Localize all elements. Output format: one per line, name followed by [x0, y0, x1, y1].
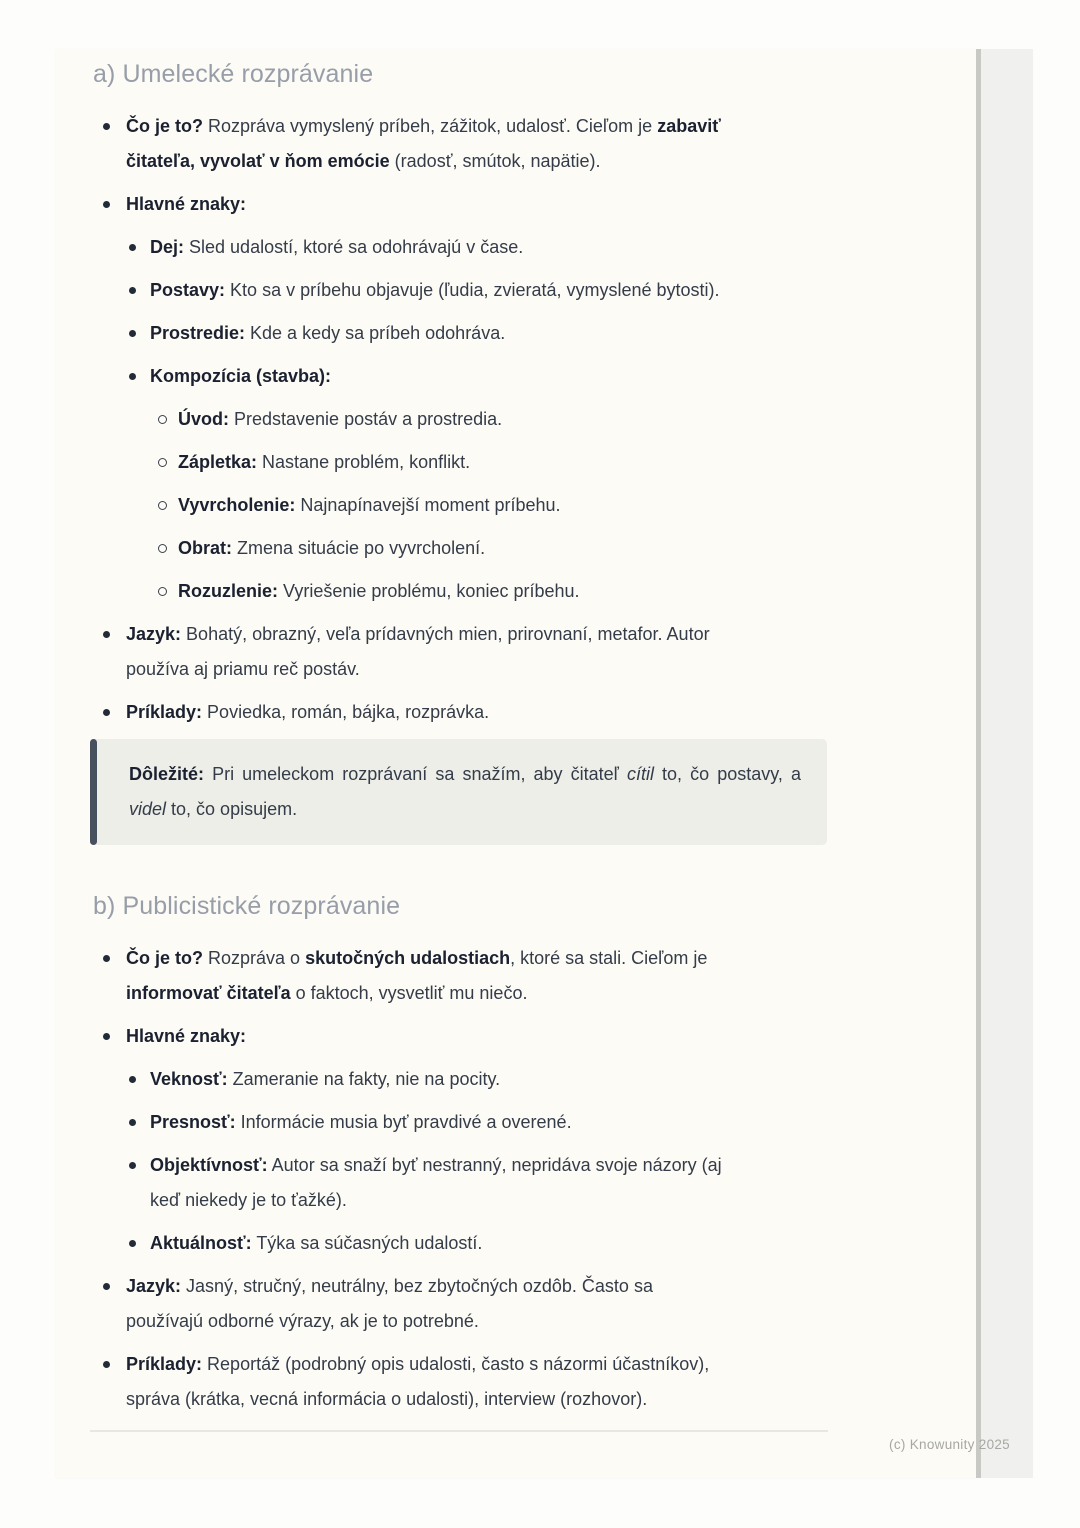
text-run: Predstavenie postáv a prostredia. [229, 409, 503, 429]
bullet-icon [103, 1361, 110, 1368]
list-item [93, 445, 863, 480]
page-content [56, 49, 863, 1432]
copyright-text: (c) Knowunity 2025 [889, 1437, 1010, 1452]
text-run: Informácie musia byť pravdivé a overené. [235, 1112, 572, 1132]
list-item-text [126, 702, 489, 722]
list-item-text [150, 1233, 482, 1253]
list-item-text [150, 1112, 572, 1132]
bold-text: čitateľa, vyvolať v ňom emócie [126, 151, 390, 171]
text-run: správa (krátka, vecná informácia o udalosti), interview (rozhovor). [126, 1389, 648, 1409]
text-run: Nastane problém, konflikt. [257, 452, 471, 472]
text-run: keď niekedy je to ťažké). [150, 1190, 347, 1210]
bullet-icon [103, 123, 110, 130]
bold-text: Vyvrcholenie: [178, 495, 296, 515]
scrollbar-track[interactable] [976, 49, 1033, 1478]
text-run: (radosť, smútok, napätie). [389, 151, 601, 171]
list-item [93, 359, 863, 394]
bullet-icon [103, 1283, 110, 1290]
text-run: , ktoré sa stali. Cieľom je [510, 948, 708, 968]
text-run: Zameranie na fakty, nie na pocity. [227, 1069, 501, 1089]
bold-text: Čo je to? [126, 948, 203, 968]
list-item [93, 402, 863, 437]
text-run: Týka sa súčasných udalostí. [251, 1233, 483, 1253]
list-item-text [126, 116, 721, 171]
bold-text: Hlavné znaky: [126, 1026, 247, 1046]
list-item [93, 1347, 863, 1417]
list-item-text [178, 581, 580, 601]
list-item-text [178, 409, 502, 429]
bold-text: Veknosť: [150, 1069, 228, 1089]
bold-text: Jazyk: [126, 624, 182, 644]
text-run: o faktoch, vysvetliť mu niečo. [290, 983, 528, 1003]
bold-text: Objektívnosť: [150, 1155, 268, 1175]
circle-bullet-icon [158, 458, 167, 467]
bold-text: Úvod: [178, 409, 229, 429]
bold-text: Dôležité: [129, 764, 205, 784]
list-item-text [178, 495, 561, 515]
list-item [93, 617, 863, 687]
text-run: Kto sa v príbehu objavuje (ľudia, zvieratá, vymyslené bytosti). [225, 280, 720, 300]
text-run: Najnapínavejší moment príbehu. [295, 495, 561, 515]
text-run: Jasný, stručný, neutrálny, bez zbytočných ozdôb. Často sa [181, 1276, 653, 1296]
bold-text: skutočných udalostiach [305, 948, 511, 968]
bullet-icon [129, 330, 136, 337]
list-item [93, 1019, 863, 1054]
list-item-text [126, 1276, 653, 1331]
bold-text: Rozuzlenie: [178, 581, 279, 601]
bold-text: Presnosť: [150, 1112, 236, 1132]
list-item-text [126, 194, 246, 214]
bold-text: Prostredie: [150, 323, 246, 343]
bullet-icon [129, 1119, 136, 1126]
list-item-text [150, 1155, 722, 1210]
bullet-icon [103, 955, 110, 962]
section-b [93, 889, 863, 1417]
section-a-list [93, 109, 863, 730]
bold-text: Príklady: [126, 1354, 203, 1374]
list-item-text [150, 323, 505, 343]
list-item [93, 316, 863, 351]
list-item-text [126, 1026, 246, 1046]
text-run: Pri umeleckom rozprávaní sa snažím, aby čitateľ [204, 764, 627, 784]
bold-text: Postavy: [150, 280, 226, 300]
bold-text: Kompozícia (stavba): [150, 366, 332, 386]
list-item [93, 1105, 863, 1140]
list-item [93, 531, 863, 566]
circle-bullet-icon [158, 544, 167, 553]
list-item-text [178, 452, 470, 472]
list-item [93, 1148, 863, 1218]
text-run: Vyriešenie problému, koniec príbehu. [278, 581, 580, 601]
bullet-icon [103, 1033, 110, 1040]
list-item [93, 1226, 863, 1261]
bold-text: Dej: [150, 237, 185, 257]
bullet-icon [103, 201, 110, 208]
section-b-list [93, 941, 863, 1417]
important-callout [90, 739, 827, 845]
list-item [93, 488, 863, 523]
text-run: Sled udalostí, ktoré sa odohrávajú v čase. [184, 237, 524, 257]
circle-bullet-icon [158, 587, 167, 596]
text-run: Rozpráva o [203, 948, 306, 968]
text-run: to, čo opisujem. [166, 799, 298, 819]
list-item-text [150, 1069, 500, 1089]
text-run: Autor sa snaží byť nestranný, nepridáva svoje názory (aj [267, 1155, 722, 1175]
text-run: Reportáž (podrobný opis udalosti, často s názormi účastníkov), [202, 1354, 710, 1374]
list-item-text [126, 1354, 709, 1409]
bold-text: Hlavné znaky: [126, 194, 247, 214]
bullet-icon [129, 1076, 136, 1083]
list-item [93, 187, 863, 222]
list-item [93, 230, 863, 265]
bullet-icon [129, 244, 136, 251]
section-b-heading: b) Publicistické rozprávanie [93, 892, 401, 920]
section-a-heading: a) Umelecké rozprávanie [93, 60, 374, 88]
italic-text: cítil [626, 764, 654, 784]
list-item-text [178, 538, 485, 558]
bullet-icon [103, 631, 110, 638]
list-item [93, 1062, 863, 1097]
text-run: Rozpráva vymyslený príbeh, zážitok, udalosť. Cieľom je [203, 116, 658, 136]
bold-text: Jazyk: [126, 1276, 182, 1296]
bold-text: Čo je to? [126, 116, 203, 136]
bullet-icon [129, 1162, 136, 1169]
list-item [93, 109, 863, 179]
circle-bullet-icon [158, 501, 167, 510]
bold-text: Aktuálnosť: [150, 1233, 252, 1253]
section-a [93, 57, 863, 730]
bullet-icon [129, 373, 136, 380]
bold-text: Príklady: [126, 702, 203, 722]
list-item-text [150, 366, 331, 386]
bullet-icon [103, 709, 110, 716]
text-run: používajú odborné výrazy, ak je to potrebné. [126, 1311, 479, 1331]
document-page [56, 49, 976, 1478]
list-item [93, 273, 863, 308]
list-item [93, 695, 863, 730]
text-run: používa aj priamu reč postáv. [126, 659, 360, 679]
callout-accent-bar [90, 739, 97, 845]
circle-bullet-icon [158, 415, 167, 424]
bold-text: informovať čitateľa [126, 983, 291, 1003]
bullet-icon [129, 287, 136, 294]
text-run: to, čo postavy, a [653, 764, 801, 784]
callout-text [90, 739, 827, 845]
text-run: Bohatý, obrazný, veľa prídavných mien, prirovnaní, metafor. Autor [181, 624, 710, 644]
bullet-icon [129, 1240, 136, 1247]
text-run: Kde a kedy sa príbeh odohráva. [245, 323, 506, 343]
bold-text: zabaviť [657, 116, 721, 136]
list-item-text [150, 237, 523, 257]
italic-text: videl [129, 799, 167, 819]
list-item [93, 1269, 863, 1339]
list-item [93, 574, 863, 609]
bold-text: Obrat: [178, 538, 232, 558]
list-item-text [126, 624, 710, 679]
bold-text: Zápletka: [178, 452, 258, 472]
text-run: Poviedka, román, bájka, rozprávka. [202, 702, 490, 722]
text-run: Zmena situácie po vyvrcholení. [232, 538, 486, 558]
list-item-text [150, 280, 720, 300]
footer-divider [90, 1430, 828, 1432]
list-item-text [126, 948, 707, 1003]
list-item [93, 941, 863, 1011]
